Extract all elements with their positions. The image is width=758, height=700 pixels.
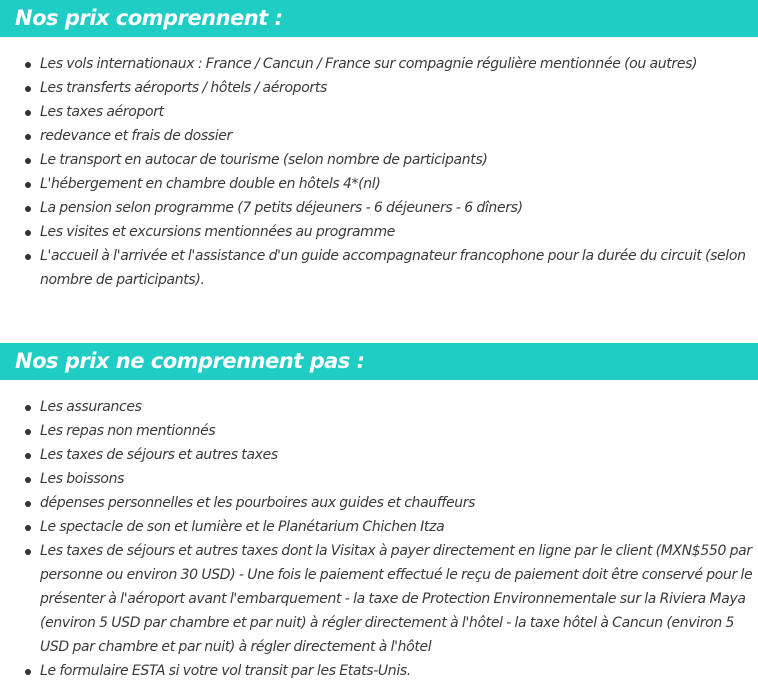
list-item-text: Les repas non mentionnés: [40, 423, 216, 439]
list-item-text: Les boissons: [40, 471, 125, 487]
list-item: [0, 395, 758, 419]
bullet-icon: [25, 182, 31, 188]
bullet-icon: [25, 158, 31, 164]
bullet-icon: [25, 429, 31, 435]
list-item: [0, 443, 758, 467]
bullet-icon: [25, 525, 31, 531]
list-item: [0, 244, 758, 292]
list-item: [0, 467, 758, 491]
list-item: [0, 76, 758, 100]
bullet-icon: [25, 477, 31, 483]
list-item-text: Les taxes de séjours et autres taxes dont la Visitax à payer directement en ligne par le client (MXN$550 par personne ou environ 30 USD) - Une fois le paiement effectué le reçu de paiement doit être conservé pour le présenter à l'aéroport avant l'embarquement - la taxe de Protection Environnementale sur la Riviera Maya (environ 5 USD par chambre et par nuit) à régler directement à l'hôtel - la taxe hôtel à Cancun (environ 5 USD par chambre et par nuit) à régler directement à l'hôtel: [40, 543, 753, 655]
list-item-text: L'accueil à l'arrivée et l'assistance d'un guide accompagnateur francophone pour la durée du circuit (selon nombre de participants).: [40, 248, 746, 288]
list-item: [0, 220, 758, 244]
excluded-section-title: Nos prix ne comprennent pas :: [15, 349, 365, 373]
list-item: [0, 491, 758, 515]
list-item: [0, 515, 758, 539]
bullet-icon: [25, 501, 31, 507]
list-item: [0, 172, 758, 196]
bullet-icon: [25, 230, 31, 236]
list-item-text: Les transferts aéroports / hôtels / aéroports: [40, 80, 327, 96]
bullet-icon: [25, 549, 31, 555]
list-item: [0, 52, 758, 76]
included-list: [0, 52, 758, 292]
list-item-text: Le transport en autocar de tourisme (selon nombre de participants): [40, 152, 488, 168]
list-item: [0, 196, 758, 220]
list-item-text: Les taxes de séjours et autres taxes: [40, 447, 278, 463]
list-item-text: La pension selon programme (7 petits déjeuners - 6 déjeuners - 6 dîners): [40, 200, 523, 216]
list-item-text: redevance et frais de dossier: [40, 128, 232, 144]
bullet-icon: [25, 405, 31, 411]
list-item-text: Le spectacle de son et lumière et le Planétarium Chichen Itza: [40, 519, 445, 535]
list-item-text: Le formulaire ESTA si votre vol transit par les Etats-Unis.: [40, 663, 411, 679]
list-item: [0, 100, 758, 124]
bullet-icon: [25, 110, 31, 116]
bullet-icon: [25, 254, 31, 260]
excluded-list: [0, 395, 758, 683]
bullet-icon: [25, 669, 31, 675]
list-item-text: Les visites et excursions mentionnées au programme: [40, 224, 396, 240]
bullet-icon: [25, 62, 31, 68]
bullet-icon: [25, 134, 31, 140]
list-item: [0, 539, 758, 659]
excluded-section-header: [0, 343, 758, 380]
bullet-icon: [25, 206, 31, 212]
list-item-text: Les taxes aéroport: [40, 104, 164, 120]
list-item-text: Les vols internationaux : France / Cancun / France sur compagnie régulière mentionnée (ou autres): [40, 56, 698, 72]
included-section-header: [0, 0, 758, 37]
list-item-text: Les assurances: [40, 399, 142, 415]
list-item: [0, 124, 758, 148]
bullet-icon: [25, 453, 31, 459]
list-item: [0, 659, 758, 683]
list-item: [0, 148, 758, 172]
list-item: [0, 419, 758, 443]
list-item-text: dépenses personnelles et les pourboires aux guides et chauffeurs: [40, 495, 476, 511]
bullet-icon: [25, 86, 31, 92]
list-item-text: L'hébergement en chambre double en hôtels 4*(nl): [40, 176, 381, 192]
included-section-title: Nos prix comprennent :: [15, 6, 283, 30]
